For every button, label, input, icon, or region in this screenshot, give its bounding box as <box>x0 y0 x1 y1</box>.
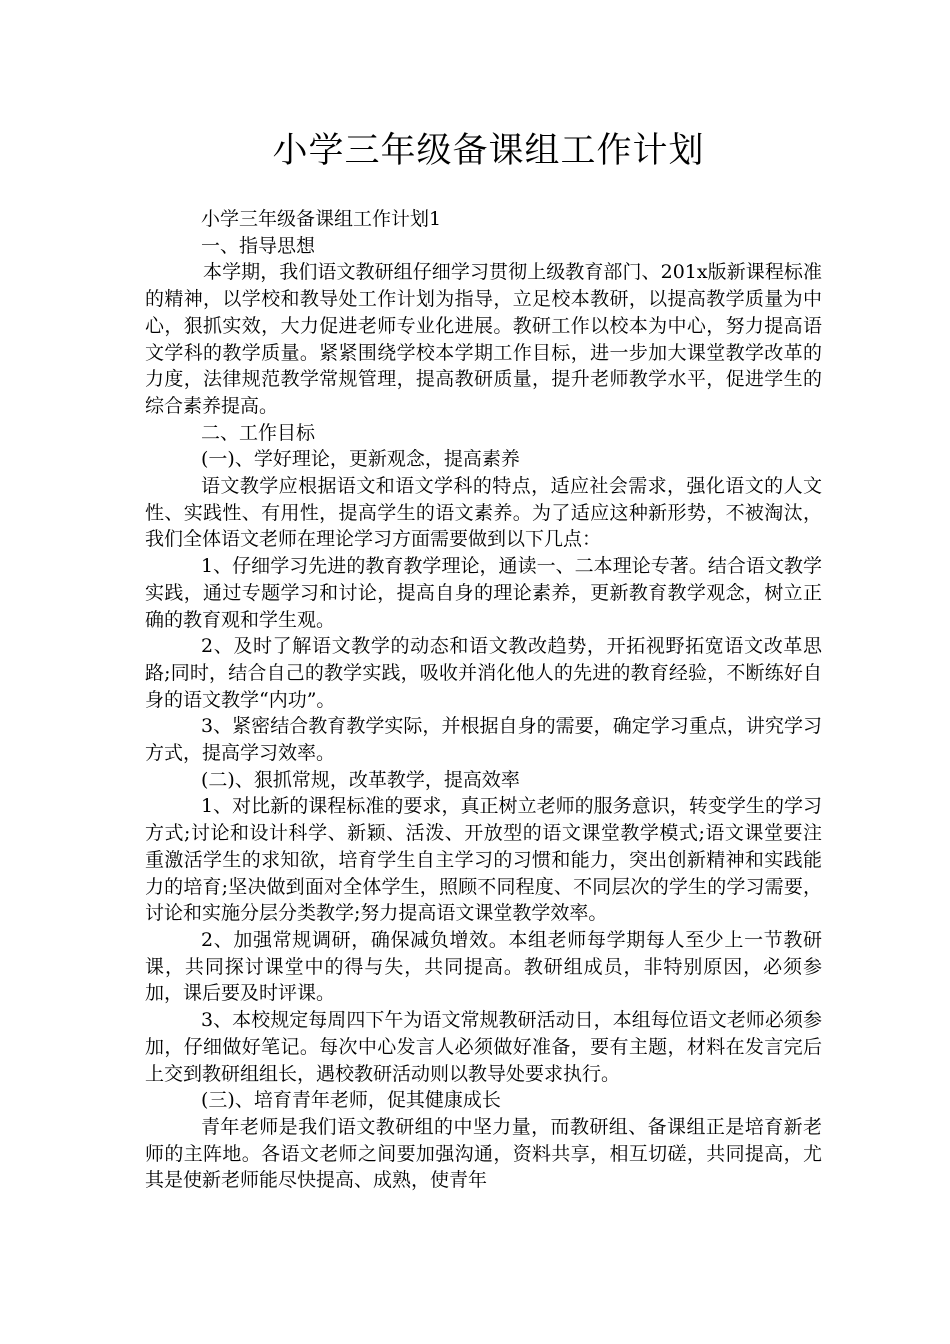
section-heading: 二、工作目标 <box>201 421 316 444</box>
paragraph: 1、仔细学习先进的教育教学理论，通读一、二本理论专著。结合语文教学实践，通过专题学习和讨论，提高自身的理论素养，更新教育教学观念，树立正确的教育观和学生观。 <box>145 555 822 631</box>
paragraph: 本学期，我们语文教研组仔细学习贯彻上级教育部门、201x版新课程标准的精神，以学校和教导处工作计划为指导，立足校本教研，以提高教学质量为中心，狠抓实效，大力促进老师专业化进展。教研工作以校本为中心，努力提高语文学科的教学质量。紧紧围绕学校本学期工作目标，进一步加大课堂教学改革的力度，法律规范教学常规管理，提高教研质量，提升老师教学水平，促进学生的综合素养提高。 <box>145 261 822 417</box>
subsection-heading: (三)、培育青年老师，促其健康成长 <box>201 1089 501 1112</box>
paragraph: 2、加强常规调研，确保减负增效。本组老师每学期每人至少上一节教研课，共同探讨课堂中的得与失，共同提高。教研组成员，非特别原因，必须参加，课后要及时评课。 <box>145 928 822 1005</box>
paragraph: 3、本校规定每周四下午为语文常规教研活动日，本组每位语文老师必须参加，仔细做好笔记。每次中心发言人必须做好准备，要有主题，材料在发言完后上交到教研组组长，遇校教研活动则以教导处要求执行。 <box>145 1009 822 1085</box>
paragraph: 青年老师是我们语文教研组的中坚力量，而教研组、备课组正是培育新老师的主阵地。各语文老师之间要加强沟通，资料共享，相互切磋，共同提高，尤其是使新老师能尽快提高、成熟，使青年 <box>145 1115 822 1192</box>
subsection-heading: (二)、狠抓常规，改革教学，提高效率 <box>201 768 520 791</box>
paragraph: 3、紧密结合教育教学实际，并根据自身的需要，确定学习重点，讲究学习方式，提高学习效率。 <box>145 715 822 765</box>
paragraph: 语文教学应根据语文和语文学科的特点，适应社会需求，强化语文的人文性、实践性、有用性，提高学生的语文素养。为了适应这种新形势，不被淘汰，我们全体语文老师在理论学习方面需要做到以下几点： <box>145 475 822 551</box>
document-body <box>145 206 822 1194</box>
subsection-heading: (一)、学好理论，更新观念，提高素养 <box>201 448 520 471</box>
paragraph: 1、对比新的课程标准的要求，真正树立老师的服务意识，转变学生的学习方式;讨论和设计科学、新颖、活泼、开放型的语文课堂教学模式;语文课堂要注重激活学生的求知欲，培育学生自主学习的习惯和能力，突出创新精神和实践能力的培育;坚决做到面对全体学生，照顾不同程度、不同层次的学生的学习需要，讨论和实施分层分类教学;努力提高语文课堂教学效率。 <box>145 795 822 925</box>
paragraph: 2、及时了解语文教学的动态和语文教改趋势，开拓视野拓宽语文改革思路;同时，结合自己的教学实践，吸收并消化他人的先进的教育经验，不断练好自身的语文教学“内功”。 <box>145 635 822 711</box>
subtitle: 小学三年级备课组工作计划1 <box>201 208 442 230</box>
document-title: 小学三年级备课组工作计划 <box>272 131 705 171</box>
section-heading: 一、指导思想 <box>201 234 316 257</box>
